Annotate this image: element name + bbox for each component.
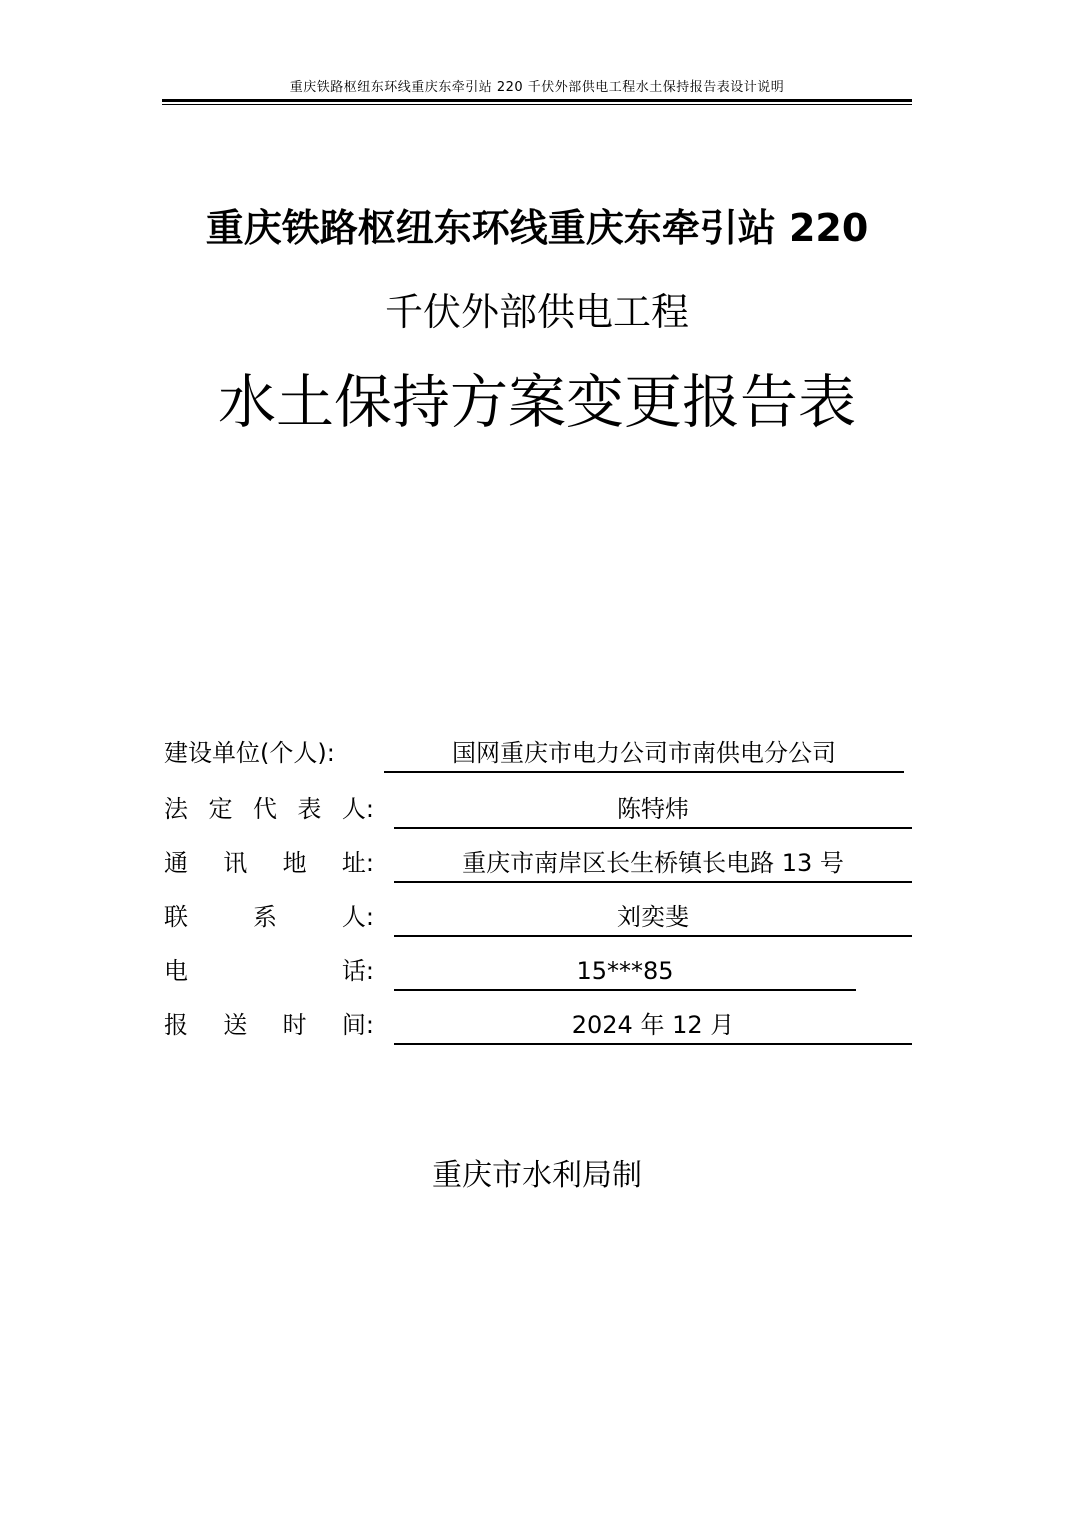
field-date-label: 报 送 时 间: <box>164 1011 374 1039</box>
issuer: 重庆市水利局制 <box>432 1158 642 1193</box>
field-date-value: 2024 年 12 月 <box>394 1005 912 1045</box>
field-phone-value: 15***85 <box>394 951 856 991</box>
field-builder-value: 国网重庆市电力公司市南供电分公司 <box>384 733 904 773</box>
field-legal-rep-label: 法 定 代 表 人: <box>164 795 374 823</box>
field-address-label: 通 讯 地 址: <box>164 849 374 877</box>
field-builder-label: 建设单位(个人): <box>164 739 335 767</box>
field-address-value: 重庆市南岸区长生桥镇长电路 13 号 <box>394 843 912 883</box>
header-rule-thin <box>162 104 912 105</box>
running-header: 重庆铁路枢纽东环线重庆东牵引站 220 千伏外部供电工程水土保持报告表设计说明 <box>289 80 785 95</box>
field-legal-rep-value: 陈特炜 <box>394 789 912 829</box>
field-contact-label: 联 系 人: <box>164 903 374 931</box>
document-title-main: 水土保持方案变更报告表 <box>217 368 856 436</box>
document-title-line-2: 千伏外部供电工程 <box>384 290 689 334</box>
document-title-line-1: 重庆铁路枢纽东环线重庆东牵引站 220 <box>205 206 869 250</box>
field-phone-label: 电 话: <box>164 957 374 985</box>
header-rule-thick <box>162 99 912 102</box>
field-contact-value: 刘奕斐 <box>394 897 912 937</box>
